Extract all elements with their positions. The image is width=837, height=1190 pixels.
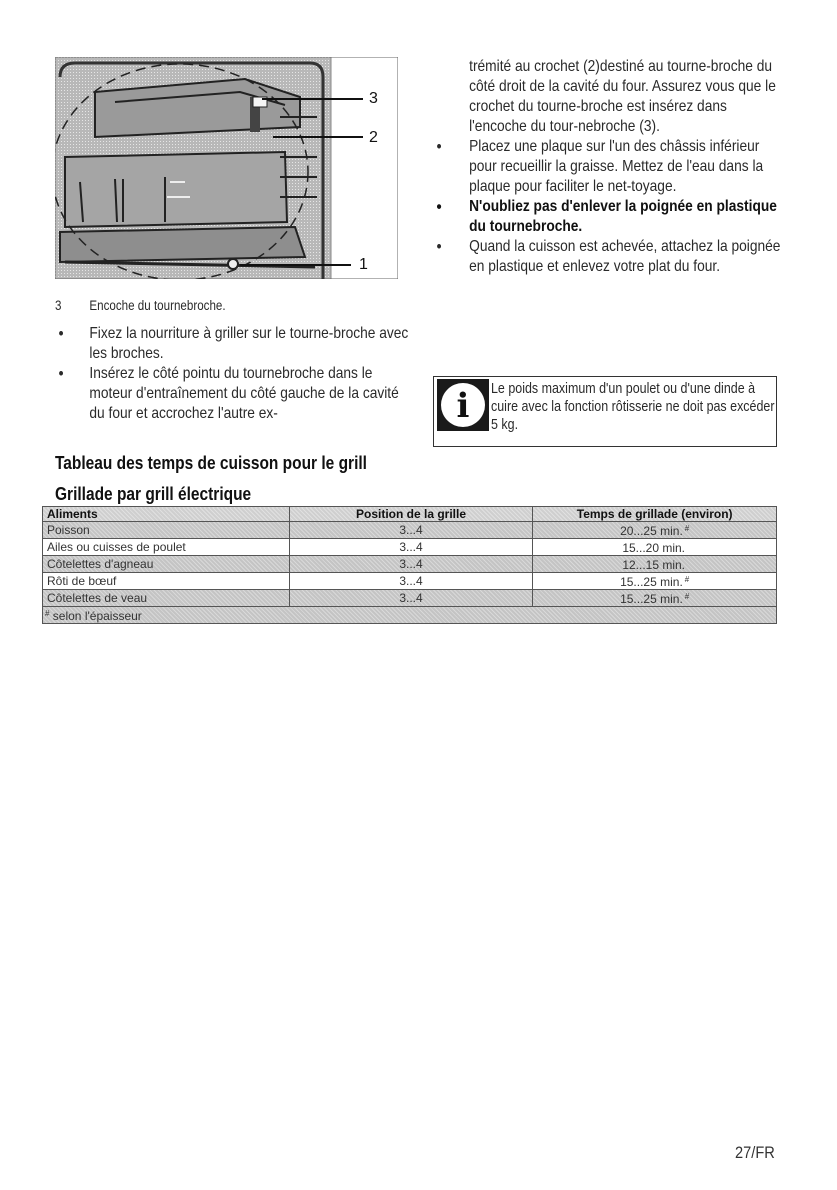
page-number: 27/FR: [735, 1143, 775, 1162]
table-title: Tableau des temps de cuisson pour le grill: [55, 453, 367, 473]
caption-number: 3: [55, 298, 62, 313]
rotisserie-illustration: [55, 57, 398, 279]
table-row: [43, 522, 777, 539]
figure-caption: [55, 296, 409, 316]
callout-1: 1: [359, 256, 368, 273]
cell-time: 20...25 min. #: [533, 522, 777, 539]
footnote-mark: #: [684, 575, 690, 585]
cell-time: 15...20 min.: [533, 539, 777, 556]
header-aliments: Aliments: [43, 507, 290, 522]
cell-food: Poisson: [43, 522, 290, 539]
footnote-mark: #: [45, 609, 50, 619]
bullet-item: • Fixez la nourriture à griller sur le tourne-broche avec les broches.: [55, 324, 409, 364]
cell-food: Côtelettes d'agneau: [43, 556, 290, 573]
cell-time: 12...15 min.: [533, 556, 777, 573]
table-row: [43, 573, 777, 590]
info-letter: i: [456, 386, 470, 426]
cell-time: 15...25 min. #: [533, 590, 777, 607]
cell-position: 3...4: [289, 556, 533, 573]
table-header-row: [43, 507, 777, 522]
table-footnote: [43, 607, 777, 624]
continued-paragraph: trémité au crochet (2)destiné au tourne-broche du côté droit de la cavité du four. Assurez vous que le crochet du tourne-broche est insérez dans l'encoche du tour-nebroche (3).: [469, 58, 776, 135]
cell-food: Rôti de bœuf: [43, 573, 290, 590]
cell-position: 3...4: [289, 573, 533, 590]
cell-position: 3...4: [289, 539, 533, 556]
header-position: Position de la grille: [289, 507, 533, 522]
bullet-item: • Insérez le côté pointu du tournebroche dans le moteur d'entraînement du côté gauche de la cavité du four et accrochez l'autre ex-: [55, 364, 409, 424]
cell-food: Ailes ou cuisses de poulet: [43, 539, 290, 556]
table-subtitle: Grillade par grill électrique: [55, 484, 252, 504]
cell-time: 15...25 min. #: [533, 573, 777, 590]
header-temps: Temps de grillade (environ): [533, 507, 777, 522]
grill-time-table: [42, 506, 777, 624]
right-column: [433, 57, 782, 277]
callout-3: 3: [369, 90, 378, 107]
info-note: [433, 376, 777, 447]
cell-position: 3...4: [289, 522, 533, 539]
info-icon: [437, 379, 489, 431]
bullet-item: • Placez une plaque sur l'un des châssis inférieur pour recueillir la graisse. Mettez de l'eau dans la plaque pour faciliter le net-toyage.: [433, 137, 782, 197]
info-text: Le poids maximum d'un poulet ou d'une dinde à cuire avec la fonction rôtisserie ne doit pas excéder 5 kg.: [491, 381, 775, 433]
table-row: [43, 539, 777, 556]
oven-cavity-drawing: [55, 57, 398, 279]
table-row: [43, 556, 777, 573]
left-column: [55, 296, 409, 424]
footnote-mark: #: [684, 524, 690, 534]
callout-2: 2: [369, 129, 378, 146]
table-row: [43, 590, 777, 607]
cell-position: 3...4: [289, 590, 533, 607]
cell-food: Côtelettes de veau: [43, 590, 290, 607]
footnote-text: selon l'épaisseur: [52, 609, 142, 624]
footnote-mark: #: [684, 592, 690, 602]
table-footnote-row: [43, 607, 777, 624]
warning-bullet: • N'oubliez pas d'enlever la poignée en plastique du tournebroche.: [433, 197, 782, 237]
caption-text: Encoche du tournebroche.: [89, 298, 226, 313]
bullet-item: • Quand la cuisson est achevée, attachez la poignée en plastique et enlevez votre plat du four.: [433, 237, 782, 277]
